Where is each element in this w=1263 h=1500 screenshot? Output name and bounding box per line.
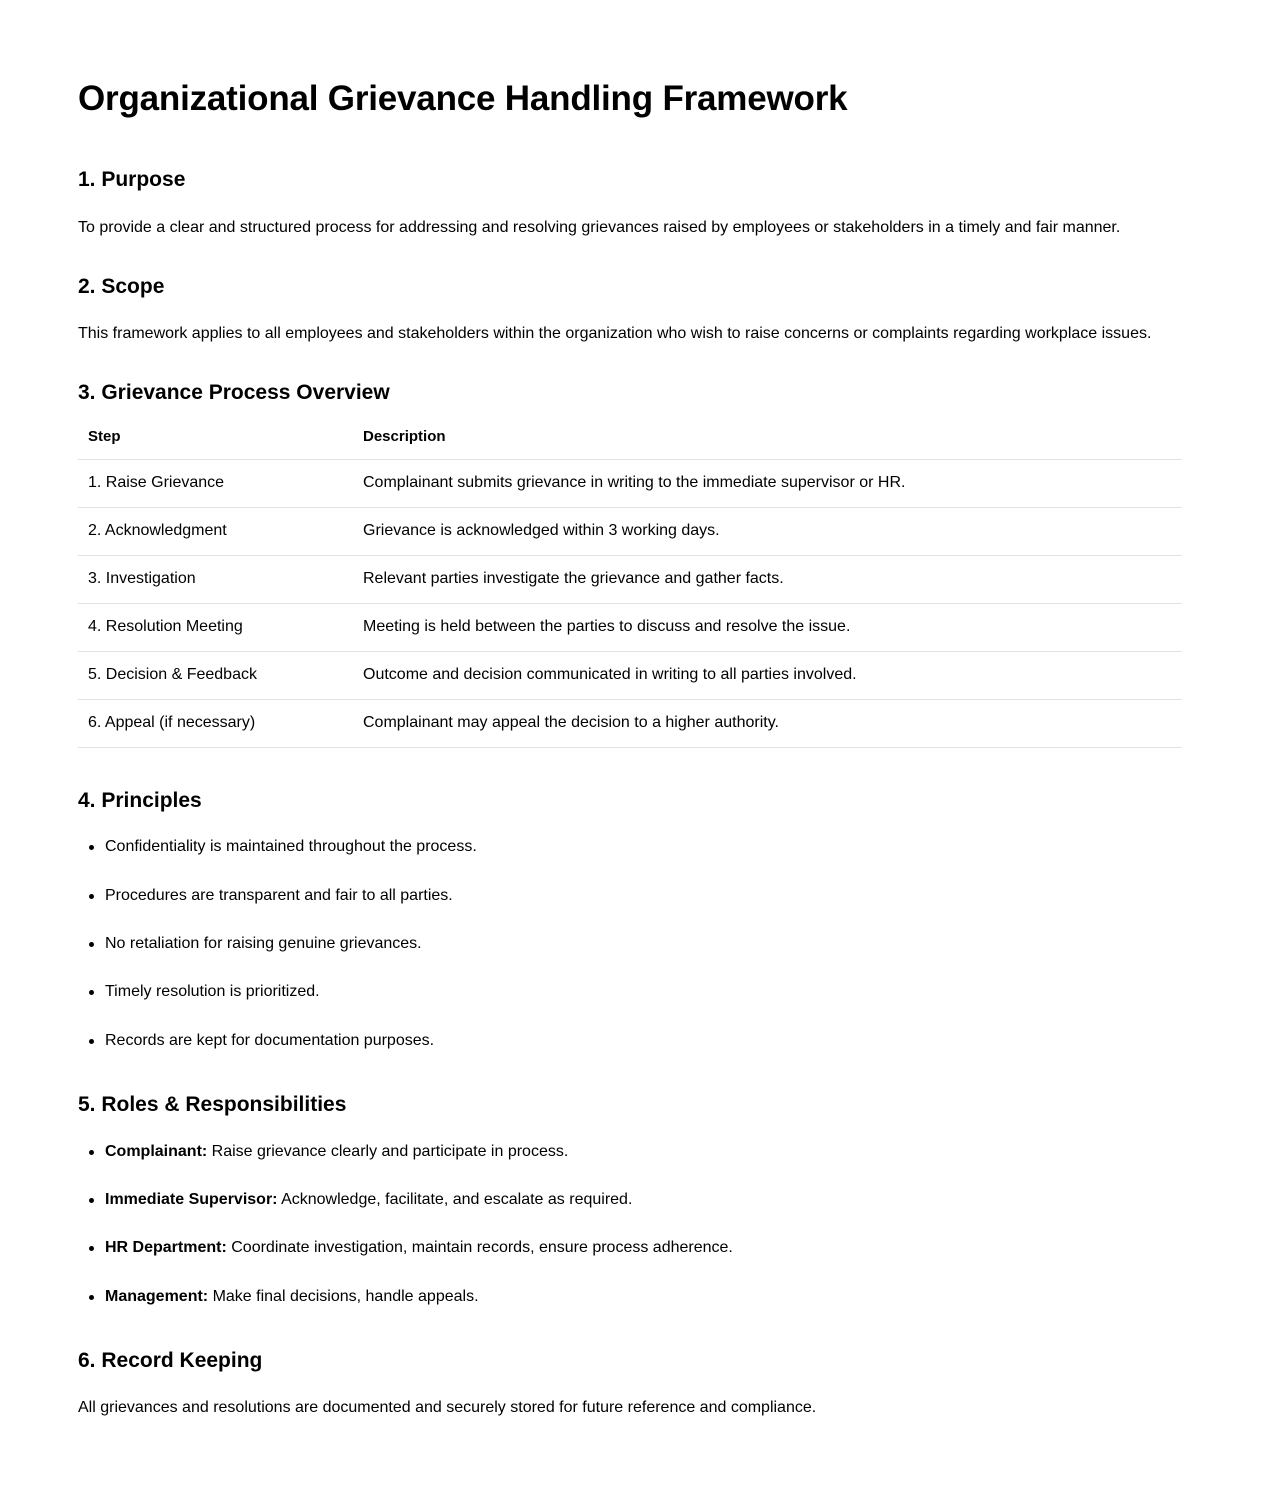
role-description: Raise grievance clearly and participate in process. [207,1142,569,1160]
page-title: Organizational Grievance Handling Framework [78,79,848,118]
principle-text: Timely resolution is prioritized. [105,983,320,1001]
table-header [78,428,1182,460]
cell-description: Outcome and decision communicated in writing to all parties involved. [353,652,1182,700]
section-heading-roles-responsibilities: 5. Roles & Responsibilities [78,1093,347,1117]
role-description: Make final decisions, handle appeals. [208,1287,479,1305]
column-header-step: Step [78,428,353,460]
scope-paragraph: This framework applies to all employees and stakeholders within the organization who wish to raise concerns or complaints regarding workplace issues. [78,324,1152,342]
table-body [78,460,1182,748]
principle-text: Records are kept for documentation purposes. [105,1031,435,1049]
table-row [78,460,1182,508]
cell-step: 5. Decision & Feedback [78,652,353,700]
section-purpose [78,167,1182,239]
section-heading-principles: 4. Principles [78,789,202,813]
section-roles-responsibilities [78,1092,1182,1308]
table-row [78,652,1182,700]
table-row [78,556,1182,604]
role-label: Immediate Supervisor: [105,1190,278,1208]
section-heading-record-keeping: 6. Record Keeping [78,1349,263,1373]
list-item [78,1286,1182,1308]
principle-text: Procedures are transparent and fair to all parties. [105,886,453,904]
cell-step: 4. Resolution Meeting [78,604,353,652]
list-item [78,981,1182,1003]
column-header-description: Description [353,428,1182,460]
role-label: HR Department: [105,1239,227,1257]
section-heading-scope: 2. Scope [78,274,165,298]
role-description: Acknowledge, facilitate, and escalate as required. [277,1190,633,1208]
roles-list [78,1141,1182,1309]
list-item [78,1030,1182,1052]
grievance-process-table [78,428,1182,748]
list-item [78,1237,1182,1259]
section-heading-purpose: 1. Purpose [78,168,186,192]
cell-description: Grievance is acknowledged within 3 working days. [353,508,1182,556]
cell-description: Complainant submits grievance in writing to the immediate supervisor or HR. [353,460,1182,508]
cell-step: 1. Raise Grievance [78,460,353,508]
table-header-row [78,428,1182,460]
role-label: Complainant: [105,1142,208,1160]
record-keeping-paragraph: All grievances and resolutions are documented and securely stored for future reference and compliance. [78,1399,817,1417]
table-row [78,700,1182,748]
cell-description: Meeting is held between the parties to discuss and resolve the issue. [353,604,1182,652]
role-description: Coordinate investigation, maintain records, ensure process adherence. [226,1239,733,1257]
principle-text: No retaliation for raising genuine grievances. [105,935,422,953]
list-item [78,1189,1182,1211]
section-process-overview [78,380,1182,748]
section-record-keeping [78,1348,1182,1420]
principle-text: Confidentiality is maintained throughout the process. [105,838,477,856]
section-principles [78,788,1182,1052]
list-item [78,1141,1182,1163]
cell-step: 3. Investigation [78,556,353,604]
purpose-paragraph: To provide a clear and structured process for addressing and resolving grievances raised by employees or stakeholders in a timely and fair manner. [78,218,1121,236]
cell-description: Relevant parties investigate the grievance and gather facts. [353,556,1182,604]
table-row [78,508,1182,556]
cell-step: 2. Acknowledgment [78,508,353,556]
cell-description: Complainant may appeal the decision to a higher authority. [353,700,1182,748]
section-scope [78,274,1182,346]
list-item [78,885,1182,907]
section-heading-process-overview: 3. Grievance Process Overview [78,380,390,404]
cell-step: 6. Appeal (if necessary) [78,700,353,748]
table-row [78,604,1182,652]
list-item [78,836,1182,858]
principles-list [78,836,1182,1052]
role-label: Management: [105,1287,209,1305]
list-item [78,933,1182,955]
